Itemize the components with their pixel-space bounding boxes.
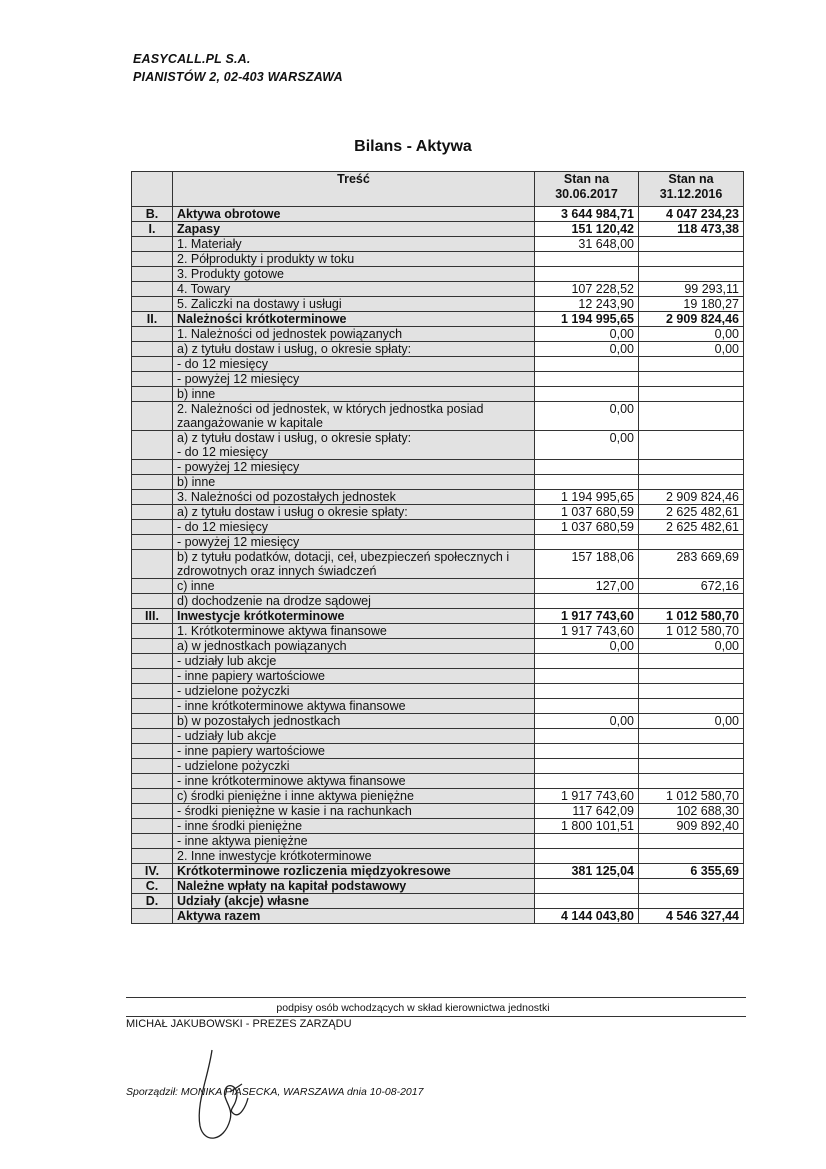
row-code [132,729,173,744]
table-row [132,894,744,909]
row-value-2016: 2 909 824,46 [639,490,744,505]
row-label: - środki pieniężne w kasie i na rachunkach [173,804,535,819]
row-value-2017: 0,00 [535,639,639,654]
table-row [132,669,744,684]
row-code [132,267,173,282]
row-value-2016: 0,00 [639,639,744,654]
row-code [132,342,173,357]
row-code [132,402,173,431]
row-value-2016: 909 892,40 [639,819,744,834]
table-row [132,789,744,804]
row-value-2017: 1 917 743,60 [535,789,639,804]
table-row [132,834,744,849]
row-code [132,624,173,639]
row-value-2017: 12 243,90 [535,297,639,312]
row-value-2017: 151 120,42 [535,222,639,237]
row-value-2016 [639,357,744,372]
row-label: Aktywa obrotowe [173,207,535,222]
row-value-2017 [535,744,639,759]
row-code [132,297,173,312]
row-label: - do 12 miesięcy [173,357,535,372]
row-value-2017: 0,00 [535,431,639,460]
row-value-2017 [535,849,639,864]
table-row [132,237,744,252]
row-code [132,669,173,684]
row-label: - powyżej 12 miesięcy [173,372,535,387]
row-value-2017 [535,879,639,894]
row-value-2016 [639,669,744,684]
row-value-2016: 283 669,69 [639,550,744,579]
row-label: - powyżej 12 miesięcy [173,535,535,550]
row-value-2017 [535,669,639,684]
table-row [132,624,744,639]
row-value-2016 [639,744,744,759]
row-code [132,490,173,505]
company-address: PIANISTÓW 2, 02-403 WARSZAWA [133,70,343,84]
row-value-2017: 1 800 101,51 [535,819,639,834]
row-value-2017: 157 188,06 [535,550,639,579]
row-label: b) z tytułu podatków, dotacji, ceł, ubezpieczeń społecznych i zdrowotnych oraz innych świadczeń [173,550,535,579]
row-value-2016: 672,16 [639,579,744,594]
row-value-2016 [639,594,744,609]
row-code [132,834,173,849]
row-value-2017: 381 125,04 [535,864,639,879]
row-value-2016 [639,431,744,460]
row-label: - udziały lub akcje [173,654,535,669]
table-row [132,342,744,357]
row-value-2016 [639,834,744,849]
row-label: Krótkoterminowe rozliczenia międzyokresowe [173,864,535,879]
table-row [132,357,744,372]
row-label: a) z tytułu dostaw i usług, o okresie spłaty: [173,342,535,357]
table-row [132,207,744,222]
balance-sheet-table [131,171,744,924]
row-code [132,431,173,460]
header-col-2016: Stan na 31.12.2016 [639,172,744,207]
row-value-2017 [535,387,639,402]
row-label: - inne papiery wartościowe [173,669,535,684]
table-row [132,312,744,327]
row-value-2017 [535,894,639,909]
row-label: 5. Zaliczki na dostawy i usługi [173,297,535,312]
row-code [132,714,173,729]
row-value-2016: 2 625 482,61 [639,505,744,520]
row-code [132,520,173,535]
row-label: b) w pozostałych jednostkach [173,714,535,729]
row-label: 2. Należności od jednostek, w których jednostka posiad zaangażowanie w kapitale [173,402,535,431]
row-code [132,372,173,387]
row-value-2017 [535,267,639,282]
row-value-2017: 31 648,00 [535,237,639,252]
row-code [132,475,173,490]
page-title: Bilans - Aktywa [354,138,472,155]
table-row [132,387,744,402]
row-label: Zapasy [173,222,535,237]
table-row [132,759,744,774]
row-value-2016 [639,684,744,699]
row-value-2017 [535,684,639,699]
handwritten-signature [190,1048,260,1148]
row-value-2016 [639,894,744,909]
prepared-by: Sporządził: MONIKA PIASECKA, WARSZAWA dnia 10-08-2017 [126,1086,424,1098]
row-code [132,744,173,759]
row-label: 3. Produkty gotowe [173,267,535,282]
table-row [132,535,744,550]
table-row [132,819,744,834]
row-label: Należne wpłaty na kapitał podstawowy [173,879,535,894]
row-value-2017: 0,00 [535,714,639,729]
row-label: Aktywa razem [173,909,535,924]
row-label: 1. Krótkoterminowe aktywa finansowe [173,624,535,639]
table-row [132,475,744,490]
row-code [132,282,173,297]
row-code [132,387,173,402]
row-label: 1. Materiały [173,237,535,252]
header-tresc: Treść [173,172,535,207]
row-value-2016 [639,729,744,744]
row-label: c) inne [173,579,535,594]
row-value-2017: 107 228,52 [535,282,639,297]
row-value-2017 [535,834,639,849]
row-value-2016: 99 293,11 [639,282,744,297]
table-row [132,729,744,744]
row-code: D. [132,894,173,909]
row-value-2016: 19 180,27 [639,297,744,312]
table-row [132,699,744,714]
row-value-2016: 4 047 234,23 [639,207,744,222]
row-value-2017 [535,699,639,714]
row-code [132,550,173,579]
row-code: B. [132,207,173,222]
row-code [132,654,173,669]
row-label: - udziały lub akcje [173,729,535,744]
row-value-2016: 2 909 824,46 [639,312,744,327]
row-label: 2. Półprodukty i produkty w toku [173,252,535,267]
row-label: - inne środki pieniężne [173,819,535,834]
table-row [132,490,744,505]
row-label: d) dochodzenie na drodze sądowej [173,594,535,609]
row-label: - inne papiery wartościowe [173,744,535,759]
table-row [132,909,744,924]
row-label: - powyżej 12 miesięcy [173,460,535,475]
table-row [132,402,744,431]
row-code [132,789,173,804]
row-value-2017 [535,654,639,669]
row-value-2017 [535,357,639,372]
row-code [132,804,173,819]
row-value-2016: 1 012 580,70 [639,624,744,639]
table-row [132,849,744,864]
row-label: Udziały (akcje) własne [173,894,535,909]
row-label: 3. Należności od pozostałych jednostek [173,490,535,505]
table-row [132,804,744,819]
table-row [132,609,744,624]
row-code [132,505,173,520]
row-code [132,909,173,924]
row-value-2017: 127,00 [535,579,639,594]
header-col-2017: Stan na 30.06.2017 [535,172,639,207]
row-value-2016: 0,00 [639,714,744,729]
row-label: 1. Należności od jednostek powiązanych [173,327,535,342]
row-code [132,460,173,475]
row-value-2017 [535,475,639,490]
row-code [132,237,173,252]
header-code-cell [132,172,173,207]
row-value-2016: 0,00 [639,327,744,342]
row-value-2017 [535,372,639,387]
table-row [132,252,744,267]
row-value-2017: 1 194 995,65 [535,312,639,327]
row-code [132,774,173,789]
table-row [132,431,744,460]
row-label: - udzielone pożyczki [173,759,535,774]
table-row [132,654,744,669]
row-code [132,759,173,774]
row-code: II. [132,312,173,327]
table-row [132,372,744,387]
row-code [132,849,173,864]
row-value-2016 [639,774,744,789]
table-row [132,684,744,699]
row-value-2017: 1 194 995,65 [535,490,639,505]
table-row [132,460,744,475]
row-code: IV. [132,864,173,879]
signature-line-bottom [126,1016,746,1017]
table-row [132,222,744,237]
table-row [132,879,744,894]
table-row [132,744,744,759]
table-body [132,207,744,924]
row-value-2016: 1 012 580,70 [639,609,744,624]
row-value-2016 [639,699,744,714]
ceo-name: MICHAŁ JAKUBOWSKI - PREZES ZARZĄDU [126,1018,352,1030]
row-label: - do 12 miesięcy [173,520,535,535]
table-row [132,282,744,297]
company-name: EASYCALL.PL S.A. [133,52,251,66]
row-label: a) z tytułu dostaw i usług o okresie spłaty: [173,505,535,520]
row-value-2016 [639,460,744,475]
row-label: 4. Towary [173,282,535,297]
table-row [132,550,744,579]
row-value-2016 [639,372,744,387]
row-code: III. [132,609,173,624]
row-code [132,699,173,714]
row-label: 2. Inne inwestycje krótkoterminowe [173,849,535,864]
row-label: a) z tytułu dostaw i usług, o okresie spłaty: - do 12 miesięcy [173,431,535,460]
row-code [132,327,173,342]
row-value-2016 [639,237,744,252]
row-value-2016: 1 012 580,70 [639,789,744,804]
row-label: b) inne [173,387,535,402]
row-value-2016 [639,402,744,431]
signature-line-top [126,997,746,998]
row-label: Inwestycje krótkoterminowe [173,609,535,624]
table-row [132,864,744,879]
row-code [132,819,173,834]
row-value-2016 [639,387,744,402]
row-value-2016 [639,252,744,267]
row-value-2016: 2 625 482,61 [639,520,744,535]
row-value-2017: 1 917 743,60 [535,624,639,639]
row-value-2017: 0,00 [535,342,639,357]
row-label: - udzielone pożyczki [173,684,535,699]
row-code [132,579,173,594]
row-code [132,535,173,550]
table-row [132,327,744,342]
row-label: a) w jednostkach powiązanych [173,639,535,654]
row-value-2017: 1 037 680,59 [535,520,639,535]
row-value-2016 [639,759,744,774]
row-value-2016: 6 355,69 [639,864,744,879]
row-value-2017: 117 642,09 [535,804,639,819]
signatures-caption: podpisy osób wchodzących w skład kierownictwa jednostki [276,1002,550,1014]
table-header-row [132,172,744,207]
row-value-2016 [639,849,744,864]
table-row [132,520,744,535]
row-value-2016 [639,654,744,669]
row-value-2016: 0,00 [639,342,744,357]
table-row [132,714,744,729]
table-row [132,505,744,520]
row-value-2016: 118 473,38 [639,222,744,237]
row-value-2016: 102 688,30 [639,804,744,819]
row-label: Należności krótkoterminowe [173,312,535,327]
row-value-2017 [535,252,639,267]
row-value-2017: 0,00 [535,327,639,342]
table-row [132,297,744,312]
row-value-2016 [639,879,744,894]
row-value-2017: 0,00 [535,402,639,431]
row-value-2017: 3 644 984,71 [535,207,639,222]
row-code [132,639,173,654]
row-value-2016: 4 546 327,44 [639,909,744,924]
row-label: - inne krótkoterminowe aktywa finansowe [173,774,535,789]
row-code: C. [132,879,173,894]
row-code [132,252,173,267]
row-value-2017: 1 917 743,60 [535,609,639,624]
table-row [132,639,744,654]
row-value-2016 [639,475,744,490]
row-value-2016 [639,267,744,282]
table-row [132,267,744,282]
row-value-2017 [535,774,639,789]
row-value-2017: 4 144 043,80 [535,909,639,924]
table-row [132,594,744,609]
row-code [132,357,173,372]
row-label: b) inne [173,475,535,490]
row-value-2017 [535,759,639,774]
table-row [132,774,744,789]
row-value-2017 [535,460,639,475]
table-row [132,579,744,594]
row-value-2017: 1 037 680,59 [535,505,639,520]
row-value-2017 [535,535,639,550]
row-code: I. [132,222,173,237]
row-value-2017 [535,729,639,744]
row-label: - inne krótkoterminowe aktywa finansowe [173,699,535,714]
row-label: - inne aktywa pieniężne [173,834,535,849]
row-code [132,684,173,699]
row-value-2016 [639,535,744,550]
row-value-2017 [535,594,639,609]
row-code [132,594,173,609]
row-label: c) środki pieniężne i inne aktywa pieniężne [173,789,535,804]
